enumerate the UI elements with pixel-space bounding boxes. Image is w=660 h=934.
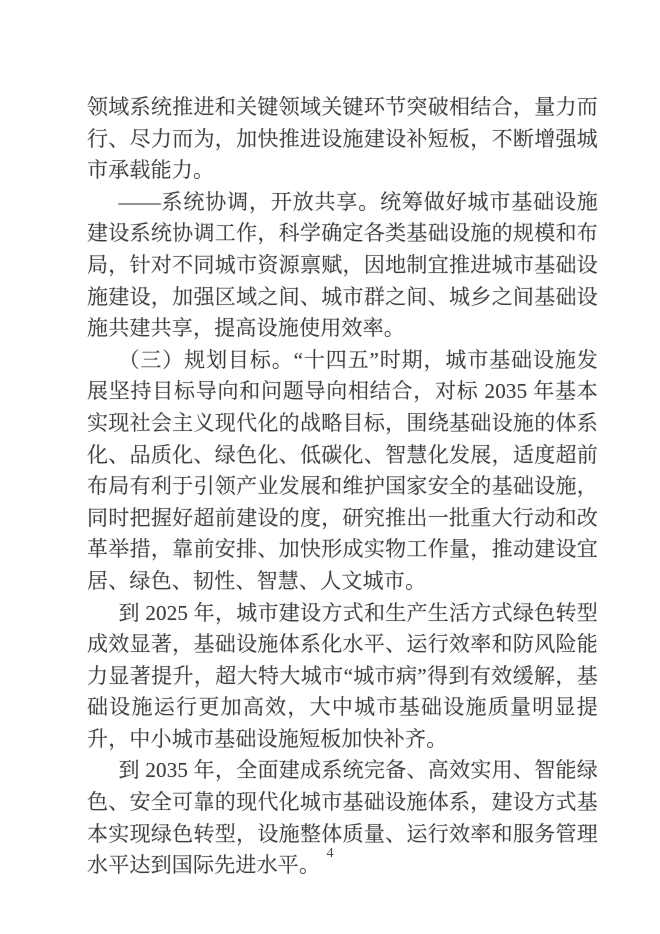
page-number: 4	[326, 846, 334, 861]
body-paragraph-system-coordination: ——系统协调，开放共享。统筹做好城市基础设施建设系统协调工作，科学确定各类基础设施的规模和布局，针对不同城市资源禀赋，因地制宜推进城市基础设施建设，加强区域之间、城市群之间、城乡之间基础设施共建共享，提高设施使用效率。	[87, 189, 598, 341]
body-paragraph-continuation: 领域系统推进和关键领域关键环节突破相结合，量力而行、尽力而为，加快推进设施建设补短板，不断增强城市承载能力。	[87, 95, 598, 183]
document-body	[87, 92, 598, 882]
body-paragraph-2035-goals: 到 2035 年，全面建成系统完备、高效实用、智能绿色、安全可靠的现代化城市基础设施体系，建设方式基本实现绿色转型，设施整体质量、运行效率和服务管理水平达到国际先进水平。	[87, 758, 598, 878]
body-paragraph-2025-goals: 到 2025 年，城市建设方式和生产生活方式绿色转型成效显著，基础设施体系化水平、运行效率和防风险能力显著提升，超大特大城市“城市病”得到有效缓解，基础设施运行更加高效，大中城市基础设施质量明显提升，中小城市基础设施短板加快补齐。	[87, 600, 598, 751]
body-paragraph-planning-goals: （三）规划目标。“十四五”时期，城市基础设施发展坚持目标导向和问题导向相结合，对标 2035 年基本实现社会主义现代化的战略目标，围绕基础设施的体系化、品质化、绿色化、低碳化、智慧化发展，适度超前布局有利于引领产业发展和维护国家安全的基础设施，同时把握好超前建设的度，研究推出一批重大行动和改革举措，靠前安排、加快形成实物工作量，推动建设宜居、绿色、韧性、智慧、人文城市。	[87, 347, 598, 593]
